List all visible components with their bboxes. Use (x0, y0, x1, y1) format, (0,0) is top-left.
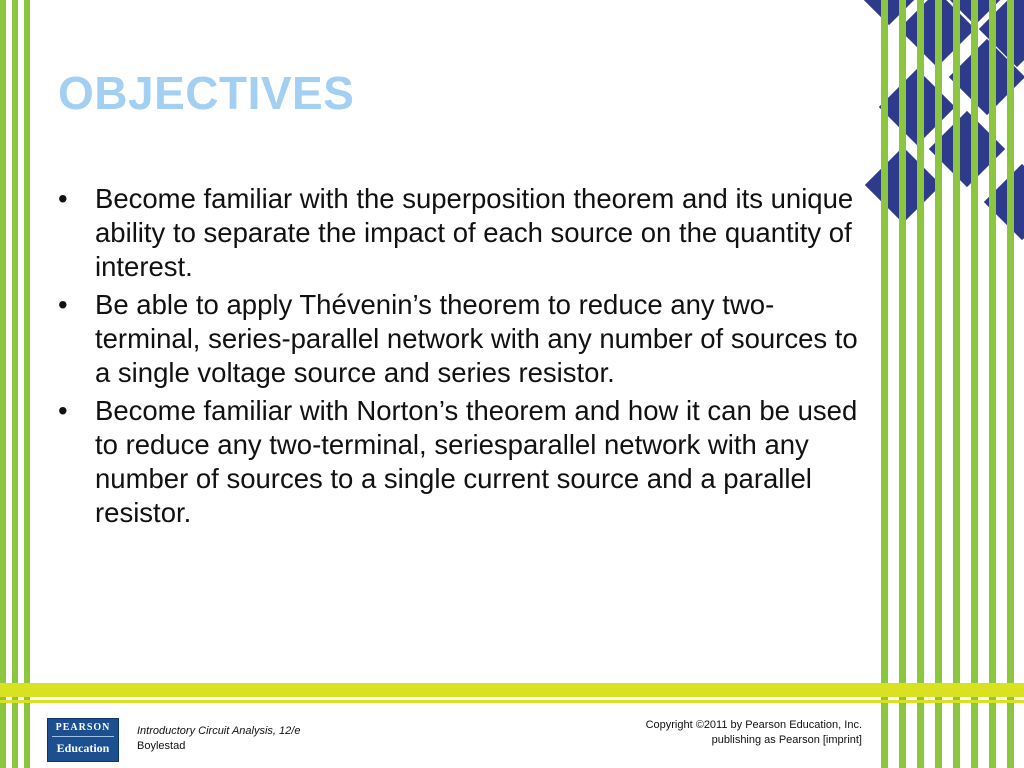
green-stripe (899, 0, 906, 768)
bullet-text: Become familiar with Norton’s theorem and how it can be used to reduce any two-terminal, seriesparallel network with any number of sources to a single current source and a parallel resistor. (95, 395, 858, 528)
copyright-line-2: publishing as Pearson [imprint] (711, 734, 862, 746)
footer-band (0, 683, 1024, 697)
left-green-bar-3 (24, 0, 30, 768)
slide-title: OBJECTIVES (58, 67, 355, 119)
green-stripe (989, 0, 996, 768)
bullet-icon: • (58, 289, 68, 320)
left-green-bar-2 (12, 0, 18, 768)
logo-bottom-text: Education (56, 741, 110, 755)
book-author: Boylestad (137, 740, 186, 752)
green-stripe (971, 0, 978, 768)
bullet-icon: • (58, 395, 68, 426)
right-decoration (860, 0, 1024, 768)
logo-top-text: PEARSON (55, 722, 111, 733)
bullet-text: Be able to apply Thévenin’s theorem to reduce any two-terminal, series-parallel network with any number of sources to a single voltage source and series resistor. (95, 289, 858, 388)
green-stripe (953, 0, 960, 768)
left-green-bar-1 (0, 0, 6, 768)
footer-copyright (646, 718, 862, 748)
logo-divider (52, 736, 114, 737)
green-stripe (917, 0, 924, 768)
list-item (58, 182, 858, 284)
green-stripe (935, 0, 942, 768)
footer-book-info (137, 724, 300, 754)
book-title: Introductory Circuit Analysis, 12/e (137, 725, 301, 737)
list-item (58, 394, 858, 530)
pearson-logo (47, 718, 119, 762)
objectives-list (58, 182, 858, 534)
green-stripe (1007, 0, 1014, 768)
green-stripe (881, 0, 888, 768)
list-item (58, 288, 858, 390)
copyright-line-1: Copyright ©2011 by Pearson Education, Inc. (645, 719, 862, 731)
bullet-text: Become familiar with the superposition theorem and its unique ability to separate the impact of each source on the quantity of interest. (95, 183, 854, 282)
bullet-icon: • (58, 183, 68, 214)
footer-band-thin (0, 700, 1024, 703)
